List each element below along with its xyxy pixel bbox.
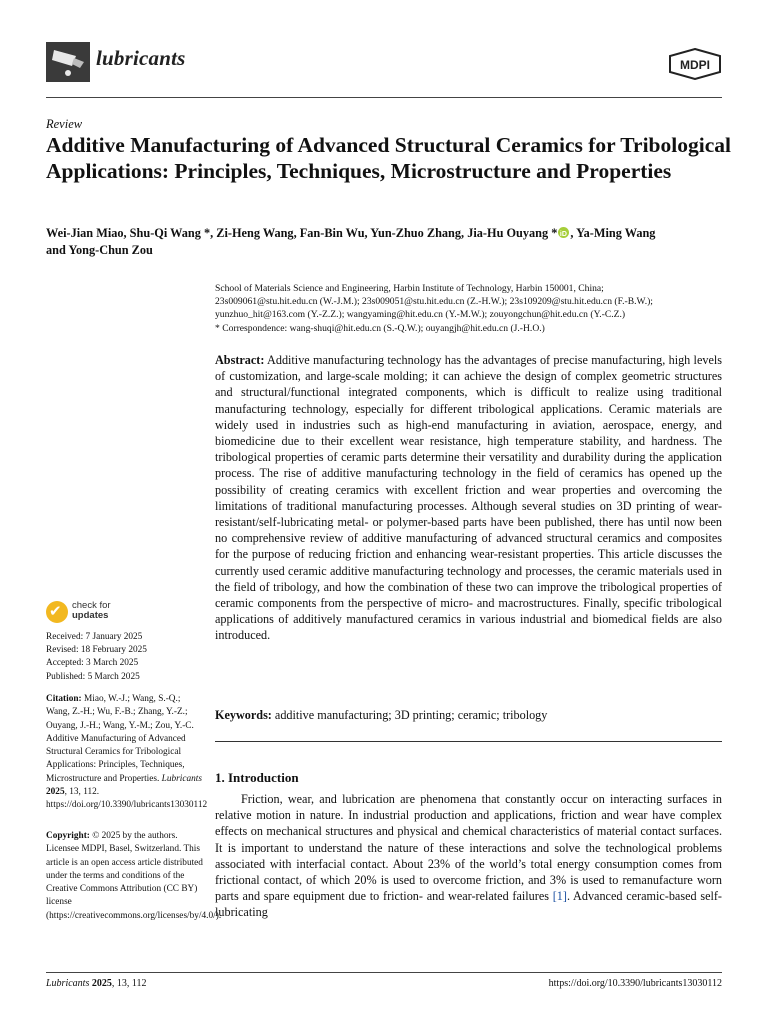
journal-name[interactable]: lubricants <box>96 46 186 70</box>
accepted-date: Accepted: 3 March 2025 <box>46 658 139 669</box>
intro-text-cont: . Advanced ceramic-based self-lubricating <box>215 889 722 920</box>
section-heading-introduction: 1. Introduction <box>215 770 299 785</box>
revised-date: Revised: 18 February 2025 <box>46 645 147 656</box>
citation-rest[interactable]: , 13, 112. https://doi.org/10.3390/lubricants13030112 <box>46 787 208 811</box>
received-date: Received: 7 January 2025 <box>46 632 143 642</box>
header-divider <box>46 97 722 98</box>
footer-journal: Lubricants <box>46 978 90 989</box>
affiliations <box>215 282 725 335</box>
intro-text: Friction, wear, and lubrication are phenomena that constantly occur on interacting surfaces in relative motion in nature. In industrial production and applications, friction and wear have complex effects on mechanical structures and physical and chemical characteristics of material contact surfaces. It is important to understand the nature of these interactions and solve the technological problems associated with interfacial contact. About 23% of the world’s total energy consumption comes from frictional contact, of which 20% is used to overcome friction, and 3% is used to remanufacture worn parts and spare equipment due to friction- and wear-related failures <box>215 792 722 904</box>
affiliation-emails[interactable]: yunzhuo_hit@163.com (Y.-Z.Z.); wangyaming@hit.edu.cn (Y.-M.W.); zouyongchun@hit.edu.cn (Y.-C.Z.) <box>215 309 626 321</box>
copyright-label: Copyright: <box>46 831 90 841</box>
keywords-text: additive manufacturing; 3D printing; ceramic; tribology <box>274 708 548 722</box>
abstract <box>215 352 722 644</box>
copyright-block <box>46 830 222 923</box>
check-text-line2: updates <box>72 610 109 621</box>
check-for-updates-badge[interactable] <box>46 600 126 626</box>
citation-link[interactable]: [1] <box>552 889 567 904</box>
copyright-text: © 2025 by the authors. Licensee MDPI, Basel, Switzerland. This article is an open access article distributed under the terms and conditions of the Creative Commons Attribution (CC BY) license (https://creativecommons.org/licenses/by/4.0/). <box>46 831 222 921</box>
abstract-label: Abstract: <box>215 353 265 367</box>
affiliation-line: School of Materials Science and Engineering, Harbin Institute of Technology, Harbin 150001, China; <box>215 283 604 294</box>
footer-doi-link[interactable]: https://doi.org/10.3390/lubricants13030112 <box>548 978 722 989</box>
footer-volume: , 13, 112 <box>111 978 147 989</box>
author-list <box>46 225 736 259</box>
footer-journal-info <box>46 978 146 989</box>
mdpi-logo-icon[interactable] <box>668 48 722 80</box>
check-updates-icon: ✔ <box>46 601 68 623</box>
citation-year: 2025 <box>46 787 65 798</box>
keywords-divider <box>215 741 722 742</box>
orcid-icon[interactable] <box>558 227 569 238</box>
citation-label: Citation: <box>46 694 82 704</box>
footer-divider <box>46 972 722 973</box>
authors-text-cont[interactable]: , Ya-Ming Wang <box>570 226 656 240</box>
svg-text:MDPI: MDPI <box>680 58 710 72</box>
keywords <box>215 707 722 723</box>
journal-logo-icon <box>46 42 90 82</box>
check-text-line1: check for <box>72 600 111 611</box>
keywords-label: Keywords: <box>215 708 272 722</box>
abstract-text: Additive manufacturing technology has the advantages of precise manufacturing, high levels of customization, and large-scale molding; it can achieve the design of complex geometric structures and structural/functional integrated components, which is difficult to realize using traditional manufacturing technology, especially for different tribological applications. Ceramic materials are widely used in industries such as high-end manufacturing in aviation, aerospace, energy, and biomedicine due to their excellent wear resistance, high temperature stability, and hardness. The tribological properties of ceramic parts determine their versatility and durability during the application process. The rise of additive manufacturing technology in the field of ceramics has opened up the possibility of creating ceramics with excellent friction and wear properties and overcoming the limitations of traditional manufacturing processes. Although several studies on 3D printing of wear-resistant/self-lubricating metal- or polymer-based parts have been published, there has until now been no comprehensive review of additive manufacturing of advanced structural ceramics and composites for the purpose of reducing friction and enhancing wear-resistant properties. This article discusses the currently used ceramic additive manufacturing technology and processes, the ceramic materials used in the field of tribology, and how the combination of these two can improve the tribological properties of ceramic components from the perspective of micro- and macrostructures. Finally, specific tribological applications of additively manufactured ceramics in various industrial and biomedical fields are also introduced. <box>215 353 722 643</box>
citation-journal: Lubricants <box>161 773 202 784</box>
citation-text: Miao, W.-J.; Wang, S.-Q.; Wang, Z.-H.; Wu, F.-B.; Zhang, Y.-Z.; Ouyang, J.-H.; Wang, Y.-M.; Zou, Y.-C. Additive Manufacturing of Advanced Structural Ceramics for Tribological Applications: Principles, Techniques, Microstructure and Properties. <box>46 694 194 784</box>
footer-year: 2025 <box>91 978 112 989</box>
affiliation-emails[interactable]: 23s009061@stu.hit.edu.cn (W.-J.M.); 23s009051@stu.hit.edu.cn (Z.-H.W.); 23s109209@stu.hit.edu.cn (F.-B.W.); <box>215 296 653 308</box>
publication-dates <box>46 631 206 684</box>
introduction-paragraph <box>215 791 722 921</box>
citation-block <box>46 693 206 813</box>
journal-header <box>46 40 722 98</box>
authors-text[interactable]: Wei-Jian Miao, Shu-Qi Wang *, Zi-Heng Wang, Fan-Bin Wu, Yun-Zhuo Zhang, Jia-Hu Ouyang * <box>46 226 558 240</box>
correspondence[interactable]: * Correspondence: wang-shuqi@hit.edu.cn (S.-Q.W.); ouyangjh@hit.edu.cn (J.-H.O.) <box>215 322 545 334</box>
article-type: Review <box>46 117 83 131</box>
authors-text-line2[interactable]: and Yong-Chun Zou <box>46 243 153 257</box>
article-title: Additive Manufacturing of Advanced Structural Ceramics for Tribological Applications: Principles, Techniques, Microstructure and Properties <box>46 133 731 183</box>
published-date: Published: 5 March 2025 <box>46 671 140 682</box>
